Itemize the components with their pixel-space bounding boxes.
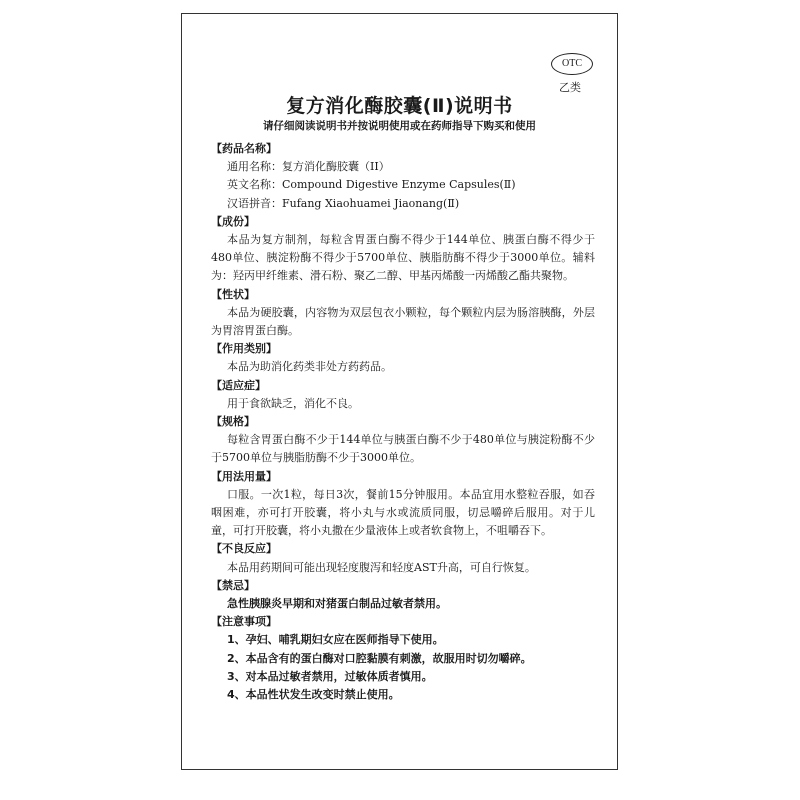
section-heading-precautions: 【注意事项】 — [211, 615, 277, 629]
leaflet-content — [211, 140, 595, 704]
precaution-item: 3、对本品过敏者禁用，过敏体质者慎用。 — [227, 669, 433, 683]
section-heading-adverse: 【不良反应】 — [211, 542, 277, 556]
description-text: 本品为硬胶囊，内容物为双层包衣小颗粒，每个颗粒内层为肠溶胰酶，外层为胃溶胃蛋白酶。 — [211, 305, 595, 338]
specification-text: 每粒含胃蛋白酶不少于144单位与胰蛋白酶不少于480单位与胰淀粉酶不少于5700单位与胰脂肪酶不少于3000单位。 — [211, 433, 595, 465]
indications-text: 用于食欲缺乏，消化不良。 — [227, 396, 359, 410]
adverse-text: 本品用药期间可能出现轻度腹泻和轻度AST升高，可自行恢复。 — [227, 560, 536, 574]
section-heading-name: 【药品名称】 — [211, 142, 277, 155]
precaution-item: 1、孕妇、哺乳期妇女应在医师指导下使用。 — [227, 633, 444, 647]
section-heading-dosage: 【用法用量】 — [211, 469, 277, 483]
section-heading-specification: 【规格】 — [211, 415, 255, 429]
section-heading-category: 【作用类别】 — [211, 342, 277, 356]
ingredients-text: 本品为复方制剂，每粒含胃蛋白酶不得少于144单位、胰蛋白酶不得少于480单位、胰淀粉酶不得少于5700单位、胰脂肪酶不得少于3000单位。辅料为：羟丙甲纤维素、滑石粉、聚乙二醇、甲基丙烯酸一丙烯酸乙酯共聚物。 — [211, 233, 595, 283]
otc-class-label: 乙类 — [559, 81, 581, 94]
section-heading-ingredients: 【成份】 — [211, 214, 255, 228]
precaution-item: 4、本品性状发生改变时禁止使用。 — [227, 688, 400, 702]
section-heading-contraindications: 【禁忌】 — [211, 578, 255, 592]
section-heading-indications: 【适应症】 — [211, 378, 266, 392]
pinyin-name: 汉语拼音：Fufang Xiaohuamei Jiaonang(Ⅱ) — [227, 196, 460, 210]
section-heading-description: 【性状】 — [211, 287, 255, 301]
dosage-text: 口服。一次1粒，每日3次，餐前15分钟服用。本品宜用水整粒吞服，如吞咽困难，亦可打开胶囊，将小丸与水或流质同服，切忌嚼碎后服用。对于儿童，可打开胶囊，将小丸撒在少量液体上或者软食物上，不咀嚼吞下。 — [211, 487, 595, 538]
generic-name: 通用名称：复方消化酶胶囊（II） — [227, 160, 390, 174]
contraindications-text: 急性胰腺炎早期和对猪蛋白制品过敏者禁用。 — [227, 597, 447, 611]
category-text: 本品为助消化药类非处方药药品。 — [227, 360, 392, 374]
precaution-item: 2、本品含有的蛋白酶对口腔黏膜有刺激，故服用时切勿嚼碎。 — [227, 651, 532, 665]
page-title: 复方消化酶胶囊(Ⅱ)说明书 — [286, 95, 513, 117]
otc-badge: OTC — [551, 53, 593, 75]
english-name: 英文名称：Compound Digestive Enzyme Capsules(Ⅱ) — [227, 178, 516, 192]
page-subtitle: 请仔细阅读说明书并按说明使用或在药师指导下购买和使用 — [263, 120, 536, 132]
